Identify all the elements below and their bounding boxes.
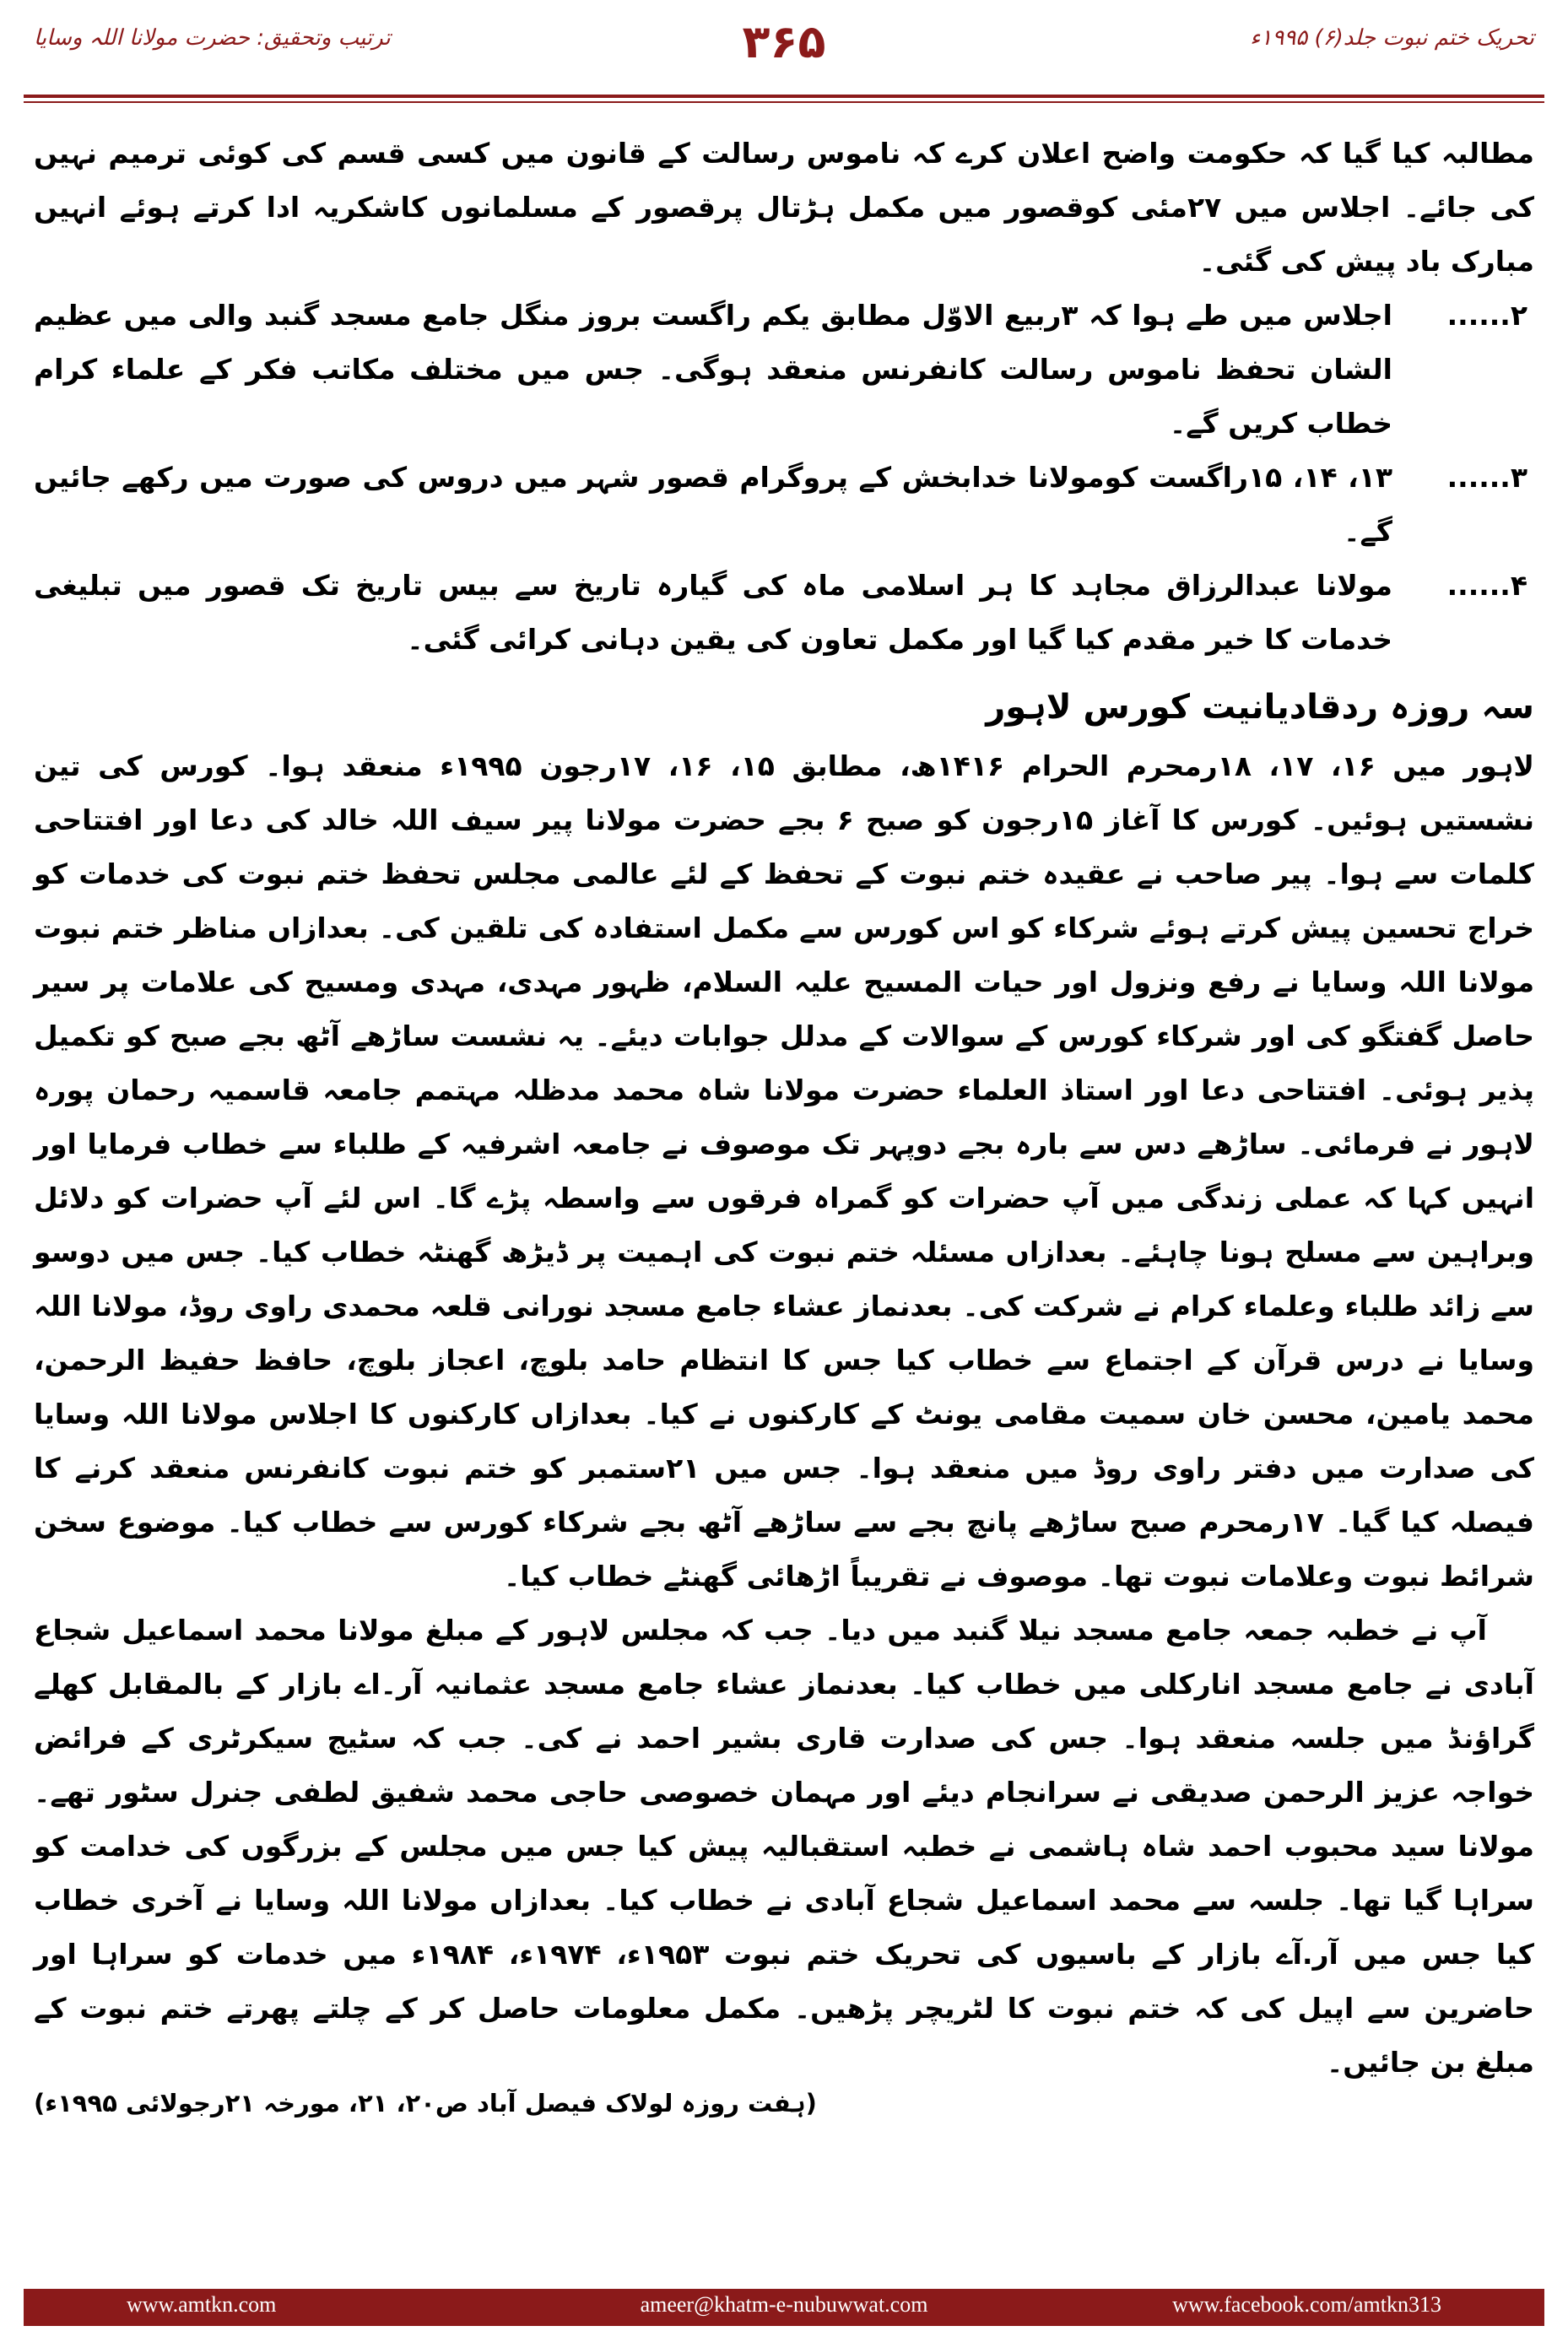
list-item-number: ۴......: [1446, 569, 1527, 602]
footer-facebook-link[interactable]: www.facebook.com/amtkn313: [1172, 2292, 1441, 2317]
section-heading: سہ روزہ ردقادیانیت کورس لاہور: [986, 688, 1534, 727]
list-item-text: اجلاس میں طے ہوا کہ ۳ربیع الاوّل مطابق یکم راگست بروز منگل جامع مسجد گنبد والی میں عظیم الشان تحفظ ناموس رسالت کانفرنس منعقد ہوگی۔ جس میں مختلف مکاتب فکر کے علماء کرام خطاب کریں گے۔: [34, 299, 1392, 440]
header-book-title: تحریک ختم نبوت جلد(۶) ۱۹۹۵ء: [1250, 25, 1534, 51]
list-item-text: مولانا عبدالرزاق مجاہد کا ہر اسلامی ماہ کی گیارہ تاریخ سے بیس تاریخ تک قصور میں تبلیغی خدمات کا خیر مقدم کیا گیا اور مکمل تعاون کی یقین دہانی کرائی گئی۔: [34, 569, 1392, 656]
page-body: [34, 127, 1534, 2120]
paragraph-friday-sermon: آپ نے خطبہ جمعہ جامع مسجد نیلا گنبد میں دیا۔ جب کہ مجلس لاہور کے مبلغ مولانا محمد اسماعیل شجاع آبادی نے جامع مسجد انارکلی میں خطاب کیا۔ بعدنماز عشاء جامع مسجد عثمانیہ آر۔اے بازار کے بالمقابل کھلے گراؤنڈ میں جلسہ منعقد ہوا۔ جس کی صدارت قاری بشیر احمد نے کی۔ جب کہ سٹیج سیکرٹری کے فرائض خواجہ عزیز الرحمن صدیقی نے سرانجام دیئے اور مہمان خصوصی حاجی محمد شفیق لطفی جنرل سٹور تھے۔ مولانا سید محبوب احمد شاہ ہاشمی نے خطبہ استقبالیہ پیش کیا جس میں مجلس کے بزرگوں کی خدامت کو سراہا گیا تھا۔ جلسہ سے محمد اسماعیل شجاع آبادی نے خطاب کیا۔ بعدازاں مولانا اللہ وسایا نے آخری خطاب کیا جس میں آر.آے بازار کے باسیوں کی تحریک ختم نبوت ۱۹۵۳ء، ۱۹۷۴ء، ۱۹۸۴ء میں خدمات کو سراہا اور حاضرین سے اپیل کی کہ ختم نبوت کا لٹریچر پڑھیں۔ مکمل معلومات حاصل کر کے چلتے پھرتے ختم نبوت کے مبلغ بن جائیں۔: [34, 1614, 1534, 2079]
paragraph-demand: مطالبہ کیا گیا کہ حکومت واضح اعلان کرے کہ ناموس رسالت کے قانون میں کسی قسم کی کوئی ترمیم نہیں کی جائے۔ اجلاس میں ۲۷مئی کوقصور میں مکمل ہڑتال پرقصور کے مسلمانوں کاشکریہ ادا کرتے ہوئے انہیں مبارک باد پیش کی گئی۔: [34, 137, 1534, 278]
footer-website-link[interactable]: www.amtkn.com: [127, 2292, 277, 2317]
header-compiler-credit: ترتیب وتحقیق: حضرت مولانا اللہ وسایا: [34, 25, 391, 51]
source-citation: (ہفت روزہ لولاک فیصل آباد ص۲۰، ۲۱، مورخہ ۲۱رجولائی ۱۹۹۵ء): [34, 2089, 817, 2118]
list-item-text: ۱۳، ۱۴، ۱۵راگست کومولانا خدابخش کے پروگرام قصور شہر میں دروس کی صورت میں رکھے جائیں گے۔: [34, 461, 1392, 548]
header-divider: [24, 95, 1544, 98]
list-item-number: ۳......: [1446, 461, 1527, 494]
page-number: ۳۶۵: [742, 15, 826, 68]
paragraph-course-report: لاہور میں ۱۶، ۱۷، ۱۸رمحرم الحرام ۱۴۱۶ھ، مطابق ۱۵، ۱۶، ۱۷رجون ۱۹۹۵ء منعقد ہوا۔ کورس کی تین نشستیں ہوئیں۔ کورس کا آغاز ۱۵رجون کو صبح ۶ بجے حضرت مولانا پیر سیف اللہ خالد کی دعا اور افتتاحی کلمات سے ہوا۔ پیر صاحب نے عقیدہ ختم نبوت کے تحفظ کے لئے عالمی مجلس تحفظ ختم نبوت کی خدمات کو خراج تحسین پیش کرتے ہوئے شرکاء کو اس کورس سے مکمل استفادہ کی تلقین کی۔ بعدازاں مناظر ختم نبوت مولانا اللہ وسایا نے رفع ونزول اور حیات المسیح علیہ السلام، ظہور مہدی، مہدی ومسیح کی علامات پر سیر حاصل گفتگو کی اور شرکاء کورس کے سوالات کے مدلل جوابات دیئے۔ یہ نشست ساڑھے آٹھ بجے صبح کو تکمیل پذیر ہوئی۔ افتتاحی دعا اور استاذ العلماء حضرت مولانا شاہ محمد مدظلہ مہتمم جامعہ قاسمیہ رحمان پورہ لاہور نے فرمائی۔ ساڑھے دس سے بارہ بجے دوپہر تک موصوف نے جامعہ اشرفیہ کے طلباء سے خطاب فرمایا اور انہیں کہا کہ عملی زندگی میں آپ حضرات کو گمراہ فرقوں سے واسطہ پڑے گا۔ اس لئے آپ حضرات کو دلائل وبراہین سے مسلح ہونا چاہئے۔ بعدازاں مسئلہ ختم نبوت کی اہمیت پر ڈیڑھ گھنٹہ خطاب کیا۔ جس میں دوسو سے زائد طلباء وعلماء کرام نے شرکت کی۔ بعدنماز عشاء جامع مسجد نورانی قلعہ محمدی راوی روڈ، مولانا اللہ وسایا نے درس قرآن کے اجتماع سے خطاب کیا جس کا انتظام حامد بلوچ، اعجاز بلوچ، حافظ حفیظ الرحمن، محمد یامین، محسن خان سمیت مقامی یونٹ کے کارکنوں نے کیا۔ بعدازاں کارکنوں کا اجلاس مولانا اللہ وسایا کی صدارت میں دفتر راوی روڈ میں منعقد ہوا۔ جس میں ۲۱ستمبر کو ختم نبوت کانفرنس منعقد کرنے کا فیصلہ کیا گیا۔ ۱۷رمحرم صبح ساڑھے پانچ بجے سے ساڑھے آٹھ بجے شرکاء کورس سے خطاب کیا۔ موضوع سخن شرائط نبوت وعلامات نبوت تھا۔ موصوف نے تقریباً اڑھائی گھنٹے خطاب کیا۔: [34, 749, 1535, 1593]
list-item: [34, 289, 1534, 451]
list-item: [34, 451, 1534, 559]
header-divider-thin: [24, 101, 1544, 103]
footer-email-link[interactable]: ameer@khatm-e-nubuwwat.com: [640, 2292, 928, 2317]
list-item-number: ۲......: [1446, 299, 1527, 332]
list-item: [34, 559, 1534, 667]
